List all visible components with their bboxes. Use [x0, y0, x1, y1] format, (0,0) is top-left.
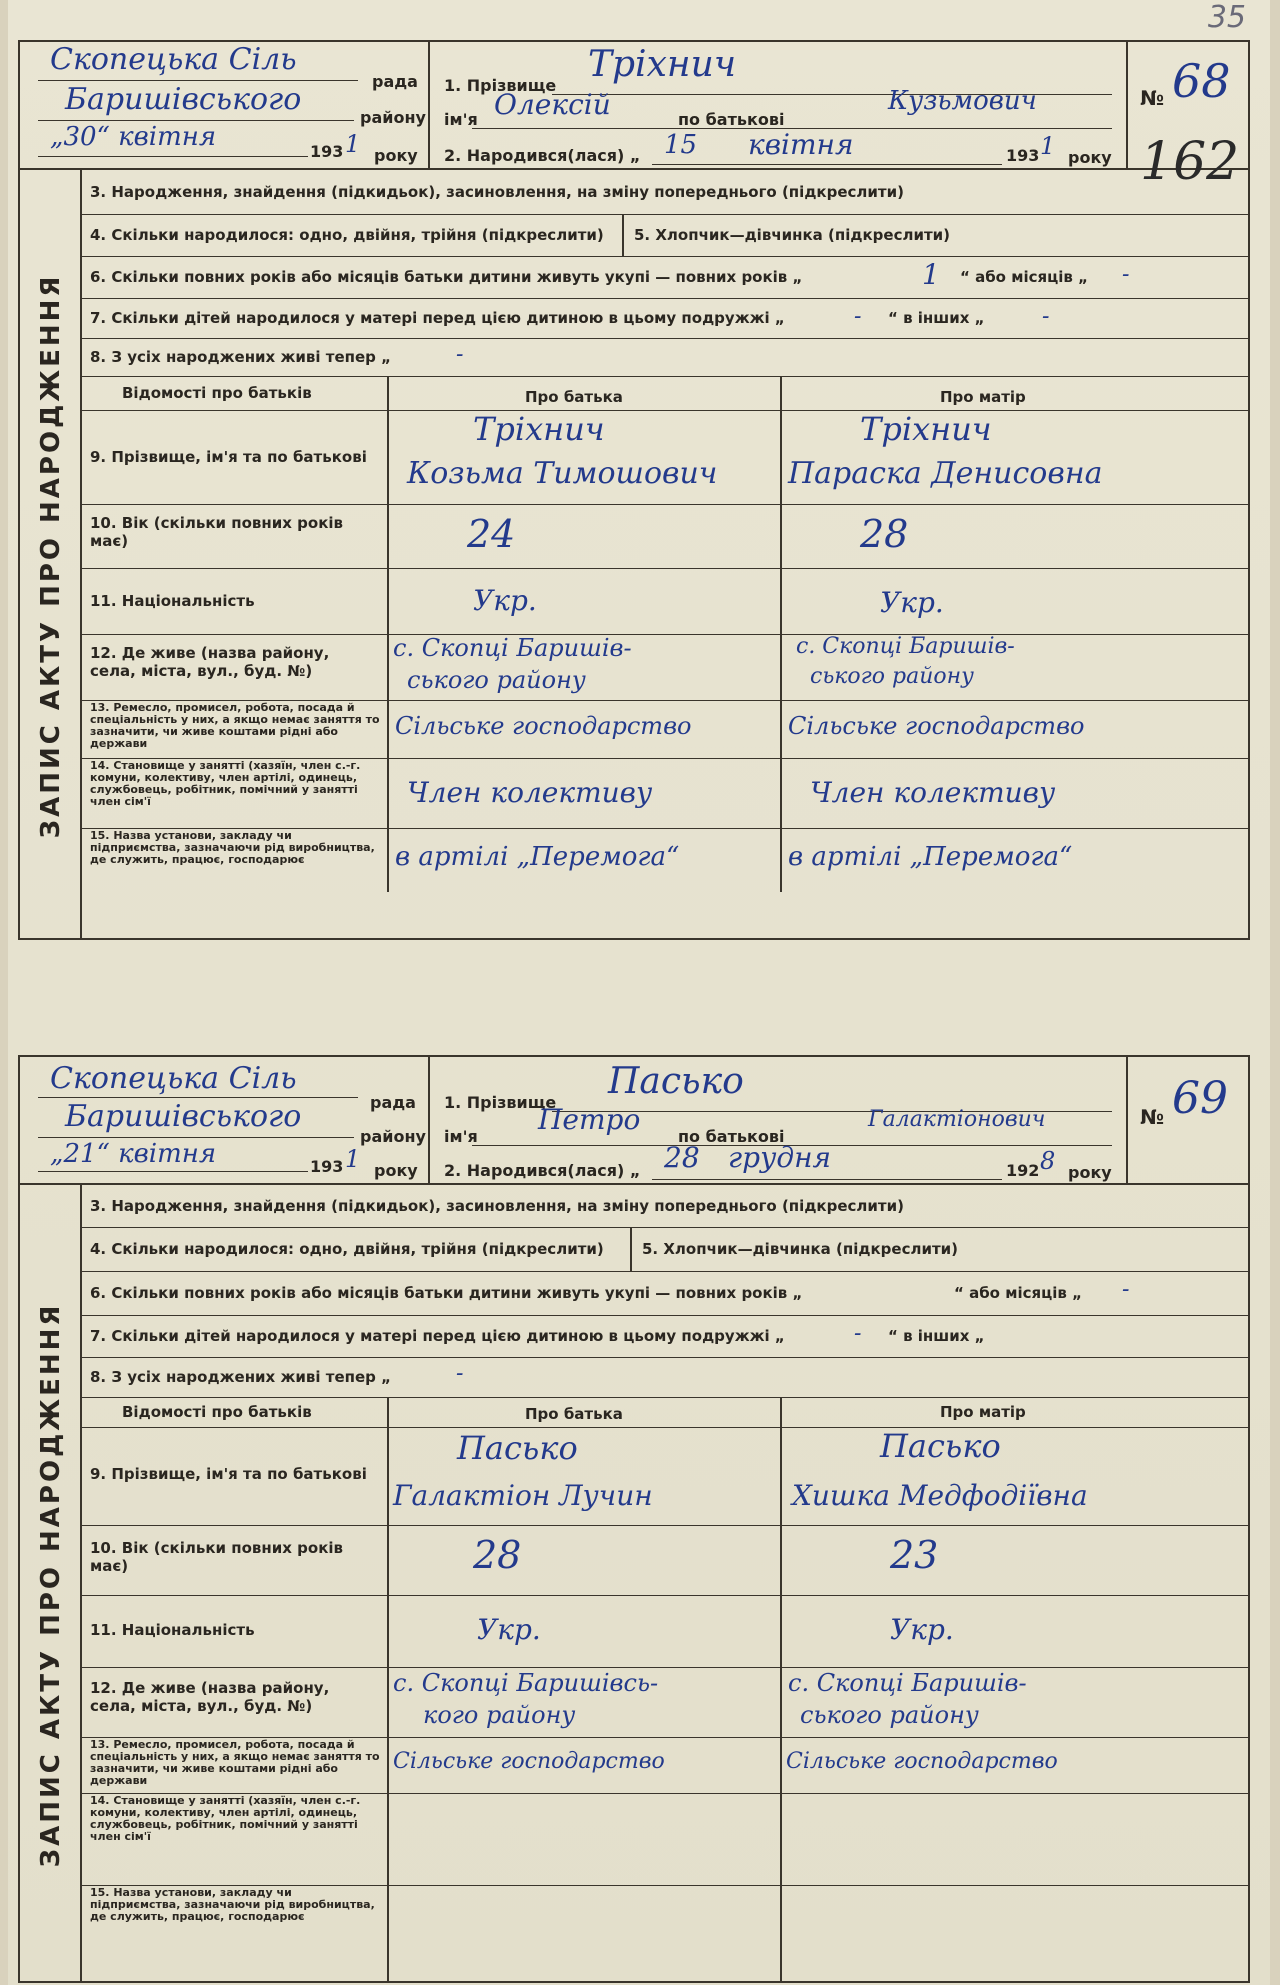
year-prefix: 193	[310, 142, 344, 161]
side-label: ЗАПИС АКТУ ПРО НАРОДЖЕННЯ	[36, 273, 66, 839]
mother-residence-2: ського району	[810, 664, 974, 689]
father-residence-1: с. Скопці Баришівсь-	[393, 1669, 659, 1697]
born-year-prefix: 192	[1006, 1161, 1040, 1180]
mother-header: Про матір	[940, 1403, 1026, 1421]
row8-label: 8. З усіх народжених живі тепер „	[90, 348, 391, 366]
row3-label: 3. Народження, знайдення (підкидьок), засиновлення, на зміну попереднього (підкреслити)	[90, 1197, 904, 1215]
father-status: Член колективу	[407, 776, 653, 809]
patronymic-value: Галактіонович	[868, 1107, 1046, 1132]
mother-residence-1: с. Скопці Баришів-	[788, 1669, 1027, 1697]
row11-label: 11. Національність	[90, 1621, 255, 1639]
surname-value: Пасько	[608, 1061, 744, 1102]
row11-label: 11. Національність	[90, 592, 255, 610]
header-left	[20, 1057, 430, 1183]
mother-age: 28	[860, 512, 909, 556]
row7-here: -	[854, 304, 862, 329]
mother-nationality: Укр.	[880, 586, 944, 619]
born-month: квітня	[748, 128, 854, 161]
father-occupation: Сільське господарство	[395, 712, 692, 740]
born-label: 2. Народився(лася) „	[444, 1161, 641, 1180]
row12-label: 12. Де живе (назва району, села, міста, вул., буд. №)	[90, 1679, 330, 1715]
father-header: Про батька	[525, 388, 623, 406]
row8-alive: -	[456, 342, 464, 367]
mother-workplace: в артілі „Перемога“	[788, 842, 1073, 872]
row7-label: 7. Скільки дітей народилося у матері перед цією дитиною в цьому подружжі „	[90, 309, 785, 327]
year-label: року	[374, 1161, 418, 1180]
patronymic-label: по батькові	[678, 110, 785, 129]
born-day: 15	[664, 130, 698, 160]
header-main	[428, 1057, 1128, 1183]
number-sign: №	[1140, 86, 1165, 110]
mother-given: Хишка Медфодіївна	[792, 1479, 1088, 1512]
raion-value: Баришівського	[65, 82, 302, 117]
mother-surname: Пасько	[880, 1427, 1001, 1465]
patronymic-label: по батькові	[678, 1127, 785, 1146]
mother-occupation: Сільське господарство	[786, 1749, 1058, 1774]
record-number: 68	[1172, 54, 1231, 108]
row8-label: 8. З усіх народжених живі тепер „	[90, 1368, 391, 1386]
header-main	[428, 42, 1128, 168]
father-header: Про батька	[525, 1405, 623, 1423]
born-label: 2. Народився(лася) „	[444, 146, 641, 165]
row6-months: -	[1122, 262, 1130, 287]
raion-value: Баришівського	[65, 1099, 302, 1134]
record-header	[18, 40, 1250, 168]
document-page	[8, 0, 1270, 1985]
row4-label: 4. Скільки народилося: одно, двійня, трійня (підкреслити)	[90, 226, 604, 244]
born-month: грудня	[728, 1141, 832, 1174]
mother-surname: Тріхнич	[860, 410, 992, 448]
father-residence-2: ського району	[407, 666, 586, 694]
row9-label: 9. Прізвище, ім'я та по батькові	[90, 1465, 367, 1483]
date-value: „21“ квітня	[50, 1139, 217, 1169]
born-year-label: року	[1068, 148, 1112, 167]
record-number: 69	[1172, 1073, 1228, 1124]
parents-header: Відомості про батьків	[122, 1403, 312, 1421]
father-age: 28	[473, 1533, 522, 1577]
number-sign: №	[1140, 1105, 1165, 1129]
row4-label: 4. Скільки народилося: одно, двійня, трійня (підкреслити)	[90, 1240, 604, 1258]
row14-label: 14. Становище у занятті (хазяїн, член с.-г. комуни, колективу, член артілі, одинець, службовець, робітник, помічний у занятті член сім'ї	[90, 759, 361, 808]
born-day: 28	[664, 1141, 700, 1174]
father-given: Козьма Тимошович	[407, 456, 718, 491]
mother-residence-2: ського району	[800, 1701, 979, 1729]
row5-label: 5. Хлопчик—дівчинка (підкреслити)	[642, 1240, 959, 1258]
row7-other: -	[1042, 304, 1050, 329]
rada-label: рада	[372, 72, 418, 91]
year-suffix: 1	[345, 130, 361, 158]
row10-label: 10. Вік (скільки повних років має)	[90, 1539, 344, 1575]
name-label: ім'я	[444, 110, 478, 129]
row7-here: -	[854, 1321, 862, 1346]
born-year-prefix: 193	[1006, 146, 1040, 165]
row7-label: 7. Скільки дітей народилося у матері перед цією дитиною в цьому подружжі „	[90, 1327, 785, 1345]
mother-occupation: Сільське господарство	[788, 712, 1085, 740]
side-label: ЗАПИС АКТУ ПРО НАРОДЖЕННЯ	[36, 1302, 66, 1868]
rada-label: рада	[370, 1093, 416, 1112]
rada-value: Скопецька Сіль	[50, 1061, 297, 1096]
rada-value: Скопецька Сіль	[50, 42, 297, 77]
father-surname: Пасько	[457, 1429, 578, 1467]
name-label: ім'я	[444, 1127, 478, 1146]
row8-alive: -	[456, 1361, 464, 1386]
father-given: Галактіон Лучин	[393, 1479, 653, 1512]
mother-status: Член колективу	[810, 776, 1056, 809]
date-value: „30“ квітня	[50, 122, 217, 152]
page-number: 35	[1207, 0, 1246, 35]
year-label: року	[374, 146, 418, 165]
name-value: Олексій	[494, 88, 611, 121]
side-label-box	[18, 1183, 80, 1983]
father-residence-2: кого району	[423, 1701, 576, 1729]
header-left	[20, 42, 430, 168]
row7-other-label: “ в інших „	[888, 1327, 985, 1345]
side-label-box	[18, 168, 80, 940]
birth-record-68	[18, 40, 1250, 940]
year-suffix: 1	[345, 1145, 361, 1173]
row15-label: 15. Назва установи, закладу чи підприємства, зазначаючи рід виробництва, де служить, працює, господарює	[90, 1886, 375, 1923]
row12-label: 12. Де живе (назва району, села, міста, вул., буд. №)	[90, 644, 330, 680]
mother-header: Про матір	[940, 388, 1026, 406]
raion-label: району	[360, 1127, 426, 1146]
patronymic-value: Кузьмович	[888, 86, 1037, 116]
father-nationality: Укр.	[473, 584, 537, 617]
born-year-label: року	[1068, 1163, 1112, 1182]
surname-value: Тріхнич	[588, 44, 737, 85]
surname-label: 1. Прізвище	[444, 76, 557, 95]
row6-years: 1	[922, 258, 940, 291]
record-body	[80, 1183, 1250, 1983]
row3-label: 3. Народження, знайдення (підкидьок), засиновлення, на зміну попереднього (підкреслити)	[90, 183, 904, 201]
row6-label: 6. Скільки повних років або місяців батьки дитини живуть укупі — повних років „	[90, 268, 803, 286]
row13-label: 13. Ремесло, промисел, робота, посада й спеціальність у них, а якщо немає заняття то зазначити, чи живе коштами рідні або держави	[90, 701, 380, 750]
name-value: Петро	[538, 1103, 641, 1136]
year-prefix: 193	[310, 1157, 344, 1176]
father-residence-1: с. Скопці Баришів-	[393, 634, 632, 662]
parents-header: Відомості про батьків	[122, 384, 312, 402]
row6-months-label: “ або місяців „	[954, 1284, 1082, 1302]
father-workplace: в артілі „Перемога“	[395, 842, 680, 872]
row10-label: 10. Вік (скільки повних років має)	[90, 514, 344, 550]
mother-residence-1: с. Скопці Баришів-	[796, 634, 1015, 659]
row6-months: -	[1122, 1277, 1130, 1302]
row5-label: 5. Хлопчик—дівчинка (підкреслити)	[634, 226, 951, 244]
header-number	[1126, 1057, 1252, 1183]
father-surname: Тріхнич	[473, 410, 605, 448]
mother-nationality: Укр.	[890, 1613, 954, 1646]
row6-label: 6. Скільки повних років або місяців батьки дитини живуть укупі — повних років „	[90, 1284, 803, 1302]
mother-given: Параска Денисовна	[788, 456, 1103, 491]
row7-other-label: “ в інших „	[888, 309, 985, 327]
record-header	[18, 1055, 1250, 1183]
born-year-suffix: 1	[1040, 132, 1056, 160]
born-year-suffix: 8	[1040, 1147, 1056, 1175]
father-nationality: Укр.	[477, 1613, 541, 1646]
father-age: 24	[467, 512, 516, 556]
row15-label: 15. Назва установи, закладу чи підприємства, зазначаючи рід виробництва, де служить, працює, господарює	[90, 829, 375, 866]
row14-label: 14. Становище у занятті (хазяїн, член с.-г. комуни, колективу, член артілі, одинець, службовець, робітник, помічний у занятті член сім'ї	[90, 1794, 361, 1843]
father-occupation: Сільське господарство	[393, 1749, 665, 1774]
raion-label: району	[360, 108, 426, 127]
row9-label: 9. Прізвище, ім'я та по батькові	[90, 448, 367, 466]
row13-label: 13. Ремесло, промисел, робота, посада й спеціальність у них, а якщо немає заняття то зазначити, чи живе коштами рідні або держави	[90, 1738, 380, 1787]
side-note: 162	[1140, 132, 1240, 192]
birth-record-69	[18, 1055, 1250, 1985]
surname-label: 1. Прізвище	[444, 1093, 557, 1112]
mother-age: 23	[890, 1533, 939, 1577]
row6-months-label: “ або місяців „	[960, 268, 1088, 286]
